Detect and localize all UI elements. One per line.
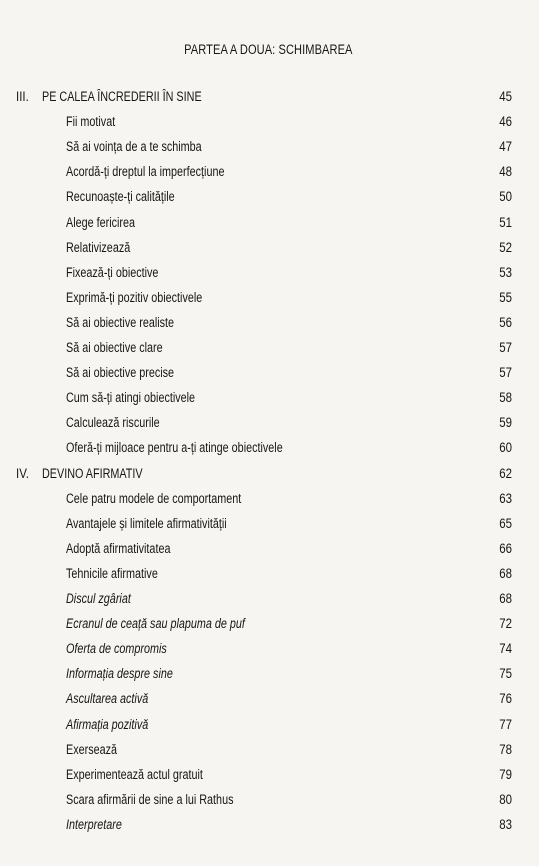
page-number: 50 [499,189,512,205]
toc-entry [0,162,539,182]
page-number: 72 [499,616,512,632]
toc-entry [0,639,539,659]
entry-title: Ascultarea activă [66,691,149,707]
page-number: 45 [499,89,512,104]
toc-entry [0,715,539,735]
chapter-number: III. [16,89,29,104]
entry-title: Oferă-ți mijloace pentru a-ți atinge obiectivele [66,440,283,456]
toc-entry [0,790,539,810]
page-number: 75 [499,666,512,682]
toc-entry [0,187,539,207]
page-number: 46 [499,114,512,130]
entry-title: PE CALEA ÎNCREDERII ÎN SINE [42,89,202,104]
page-number: 74 [499,641,512,657]
entry-title: Informația despre sine [66,666,173,682]
entry-title: Fixează-ți obiective [66,264,159,280]
toc-entry [0,363,539,383]
page-number: 59 [499,415,512,431]
entry-title: Experimentează actul gratuit [66,766,203,782]
toc-entry [0,288,539,308]
entry-title: Acordă-ți dreptul la imperfecțiune [66,164,225,180]
page-number: 79 [499,766,512,782]
toc-entry [0,137,539,157]
entry-title: Exersează [66,741,118,757]
page-number: 57 [499,365,512,381]
toc-chapter-entry [0,87,539,107]
toc-entry [0,589,539,609]
toc-entry [0,514,539,534]
entry-title: Să ai voința de a te schimba [66,139,202,155]
page-number: 47 [499,139,512,155]
entry-title: Relativizează [66,239,131,255]
page-number: 56 [499,314,512,330]
page-number: 76 [499,691,512,707]
page-number: 57 [499,340,512,355]
entry-title: Discul zgâriat [66,591,131,606]
toc-chapter-entry [0,464,539,484]
toc-entry [0,740,539,760]
entry-title: Să ai obiective clare [66,340,163,355]
page-number: 48 [499,164,512,180]
toc-entry [0,489,539,509]
page-number: 55 [499,289,512,305]
toc-entry [0,313,539,333]
toc-entry [0,413,539,433]
toc-entry [0,539,539,559]
entry-title: Cum să-ți atingi obiectivele [66,390,196,406]
page-number: 53 [499,264,512,280]
page-number: 66 [499,540,512,556]
page-number: 78 [499,741,512,757]
entry-title: Recunoaște-ți calitățile [66,189,175,205]
page-number: 58 [499,390,512,406]
toc-entry [0,263,539,283]
page-number: 63 [499,490,512,506]
entry-title: Tehnicile afirmative [66,565,158,581]
toc-entry [0,815,539,835]
entry-title: Afirmația pozitivă [66,716,149,732]
toc-entry [0,564,539,584]
entry-title: DEVINO AFIRMATIV [42,465,143,481]
page-number: 65 [499,515,512,531]
toc-entry [0,238,539,258]
page-number: 68 [499,591,512,606]
entry-title: Interpretare [66,816,122,832]
part-title: PARTEA A DOUA: SCHIMBAREA [184,42,353,57]
page-number: 51 [499,214,512,230]
entry-title: Să ai obiective precise [66,365,175,381]
entry-title: Să ai obiective realiste [66,314,175,330]
entry-title: Avantajele și limitele afirmativității [66,515,227,531]
toc-entry [0,112,539,132]
entry-title: Exprimă-ți pozitiv obiectivele [66,289,203,305]
page-number: 83 [499,816,512,832]
entry-title: Adoptă afirmativitatea [66,540,171,556]
entry-title: Alege fericirea [66,214,136,230]
entry-title: Calculează riscurile [66,415,160,431]
toc-entry [0,338,539,358]
toc-entry [0,438,539,458]
toc-entry [0,664,539,684]
page-number: 52 [499,239,512,255]
page-number: 62 [499,465,512,481]
toc-entry [0,213,539,233]
entry-title: Scara afirmării de sine a lui Rathus [66,791,234,807]
chapter-number: IV. [16,465,29,481]
toc-entry [0,765,539,785]
entry-title: Cele patru modele de comportament [66,490,242,506]
toc-entry [0,614,539,634]
page-number: 77 [499,716,512,732]
entry-title: Fii motivat [66,114,116,130]
page-number: 60 [499,440,512,456]
page-number: 80 [499,791,512,807]
page-number: 68 [499,565,512,581]
toc-entry [0,689,539,709]
entry-title: Oferta de compromis [66,641,167,657]
toc-entry [0,388,539,408]
entry-title: Ecranul de ceață sau plapuma de puf [66,616,245,632]
